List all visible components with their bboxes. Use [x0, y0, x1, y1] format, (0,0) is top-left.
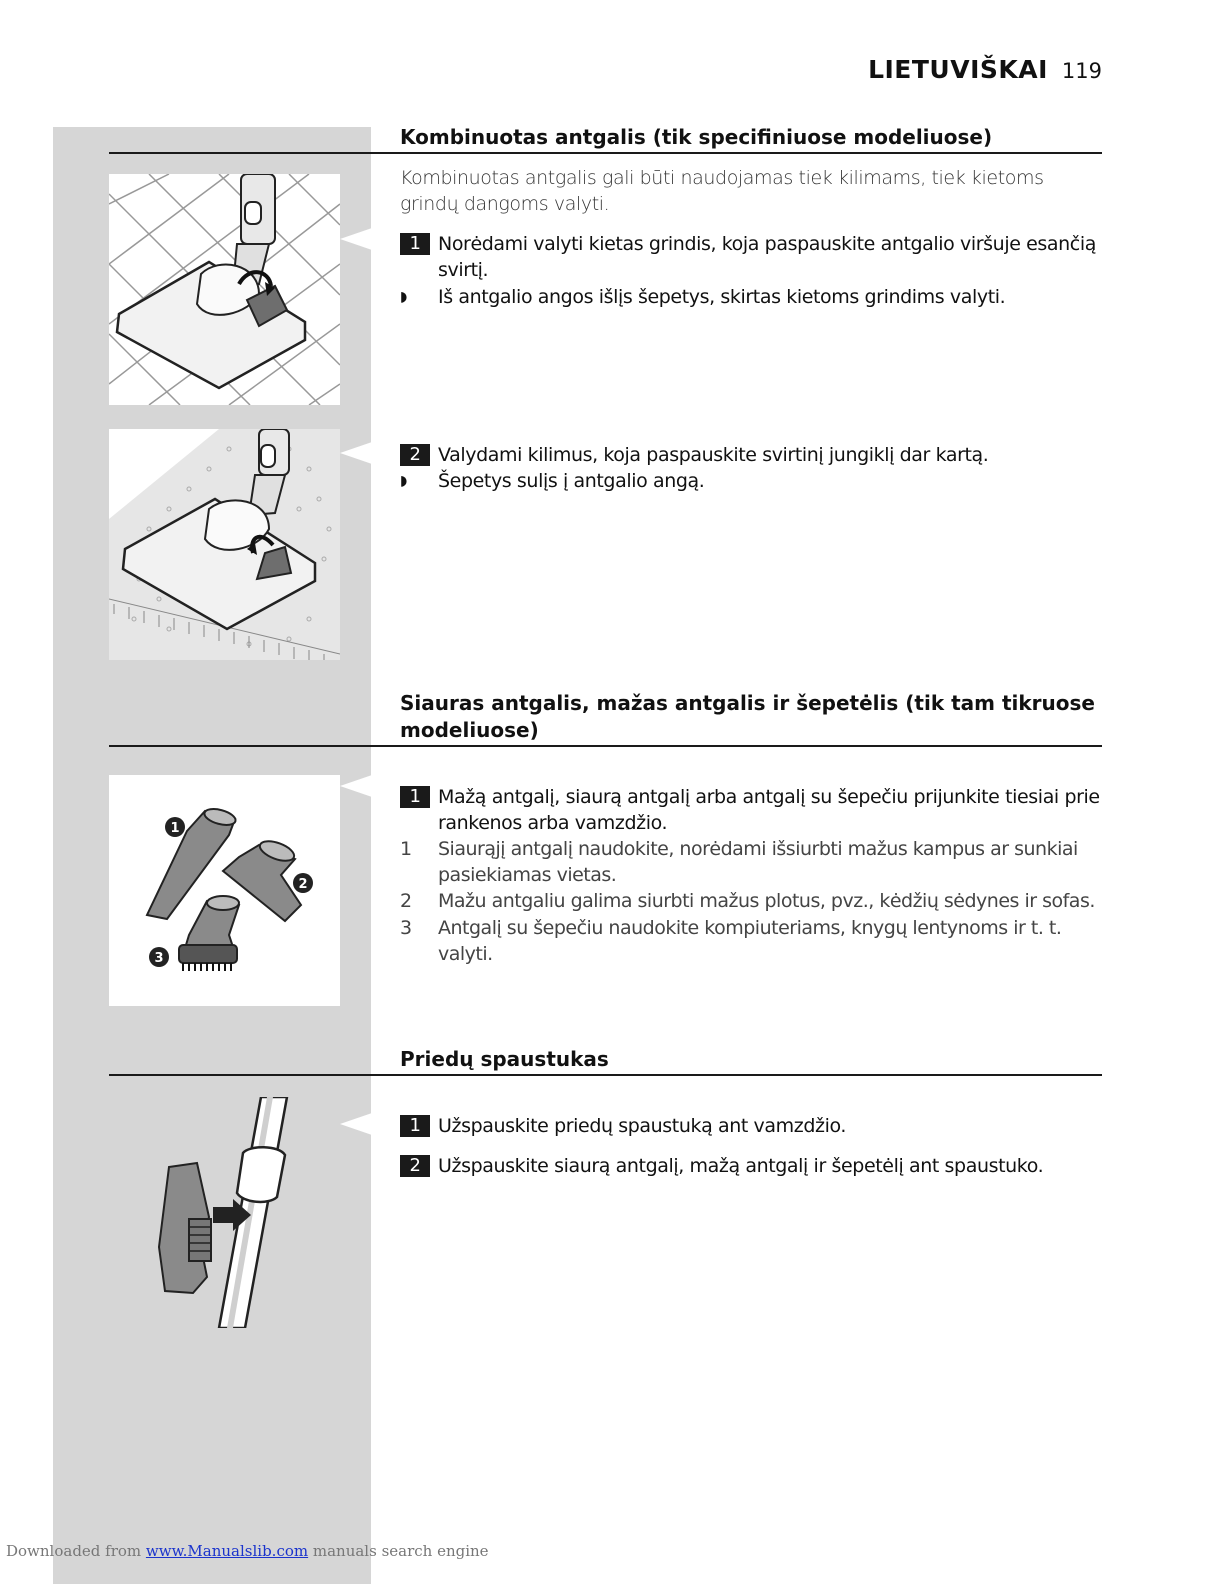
- result-brush-out: [400, 284, 1105, 310]
- illustration-pointer: [340, 442, 372, 464]
- manualslib-link[interactable]: www.Manualslib.com: [145, 1542, 309, 1560]
- step-1-attach-nozzle: [400, 784, 1105, 836]
- step-text: Valydami kilimus, koja paspauskite svirtinį jungiklį dar kartą.: [438, 444, 989, 466]
- step-2-carpet: [400, 442, 1105, 468]
- step-number: 1: [400, 1115, 430, 1137]
- subitem-number: 2: [400, 890, 412, 912]
- illustration-pointer: [340, 228, 372, 250]
- step-1-hard-floor: [400, 231, 1105, 283]
- footer-suffix: manuals search engine: [308, 1542, 489, 1560]
- subitem-text: Siaurąjį antgalį naudokite, norėdami išsiurbti mažus kampus ar sunkiai pasiekiamas vietas.: [438, 838, 1078, 886]
- language-label: LIETUVIŠKAI: [868, 55, 1048, 84]
- step-number: 2: [400, 444, 430, 466]
- section-title-accessory-clip: Priedų spaustukas: [400, 1047, 609, 1071]
- footer-prefix: Downloaded from: [6, 1542, 146, 1560]
- illustration-pointer: [340, 1113, 372, 1135]
- section-rule: [109, 745, 1102, 747]
- accessories-illustration: [109, 775, 340, 1006]
- section-title-small-nozzles: Siauras antgalis, mažas antgalis ir šepetėlis (tik tam tikruose modeliuose): [400, 691, 1095, 742]
- subitem-number: 1: [400, 838, 412, 860]
- accessory-clip-illustration: [109, 1097, 340, 1328]
- step-text: Mažą antgalį, siaurą antgalį arba antgalį su šepečiu prijunkite tiesiai prie rankenos arba vamzdžio.: [438, 786, 1100, 834]
- subitem-text: Mažu antgaliu galima siurbti mažus plotus, pvz., kėdžių sėdynes ir sofas.: [438, 890, 1095, 912]
- step-number: 1: [400, 786, 430, 808]
- callout-1: 1: [170, 821, 180, 836]
- subitem-number: 3: [400, 917, 412, 939]
- step-number: 1: [400, 233, 430, 255]
- subitem-crevice: [400, 836, 1105, 888]
- subitem-text: Antgalį su šepečiu naudokite kompiuteriams, knygų lentynoms ir t. t. valyti.: [438, 917, 1062, 965]
- callout-2: 2: [298, 877, 308, 892]
- subitem-brush: [400, 915, 1105, 967]
- result-marker-icon: ◗: [400, 473, 407, 489]
- hard-floor-nozzle-illustration: [109, 174, 340, 405]
- download-footer: [6, 1542, 489, 1560]
- step-text: Užspauskite siaurą antgalį, mažą antgalį ir šepetėlį ant spaustuko.: [438, 1155, 1044, 1177]
- intro-paragraph: Kombinuotas antgalis gali būti naudojamas tiek kilimams, tiek kietoms grindų dangoms valyti.: [400, 167, 1044, 215]
- illustration-pointer: [340, 775, 372, 797]
- result-text: Iš antgalio angos išlįs šepetys, skirtas kietoms grindims valyti.: [438, 286, 1006, 308]
- subitem-small-nozzle: [400, 888, 1105, 914]
- section-rule: [109, 1074, 1102, 1076]
- step-1-attach-clip: [400, 1113, 1105, 1139]
- step-2-attach-nozzles: [400, 1153, 1105, 1179]
- page-header: [868, 55, 1102, 84]
- callout-3: 3: [154, 951, 164, 966]
- section-rule: [109, 152, 1102, 154]
- result-marker-icon: ◗: [400, 289, 407, 305]
- carpet-nozzle-illustration: [109, 429, 340, 660]
- step-text: Užspauskite priedų spaustuką ant vamzdžio.: [438, 1115, 846, 1137]
- page-number: 119: [1061, 59, 1102, 83]
- step-text: Norėdami valyti kietas grindis, koja paspauskite antgalio viršuje esančią svirtį.: [438, 233, 1096, 281]
- result-brush-in: [400, 468, 1105, 494]
- section-title-combined-nozzle: Kombinuotas antgalis (tik specifiniuose modeliuose): [400, 125, 993, 149]
- step-number: 2: [400, 1155, 430, 1177]
- result-text: Šepetys sulįs į antgalio angą.: [438, 470, 705, 492]
